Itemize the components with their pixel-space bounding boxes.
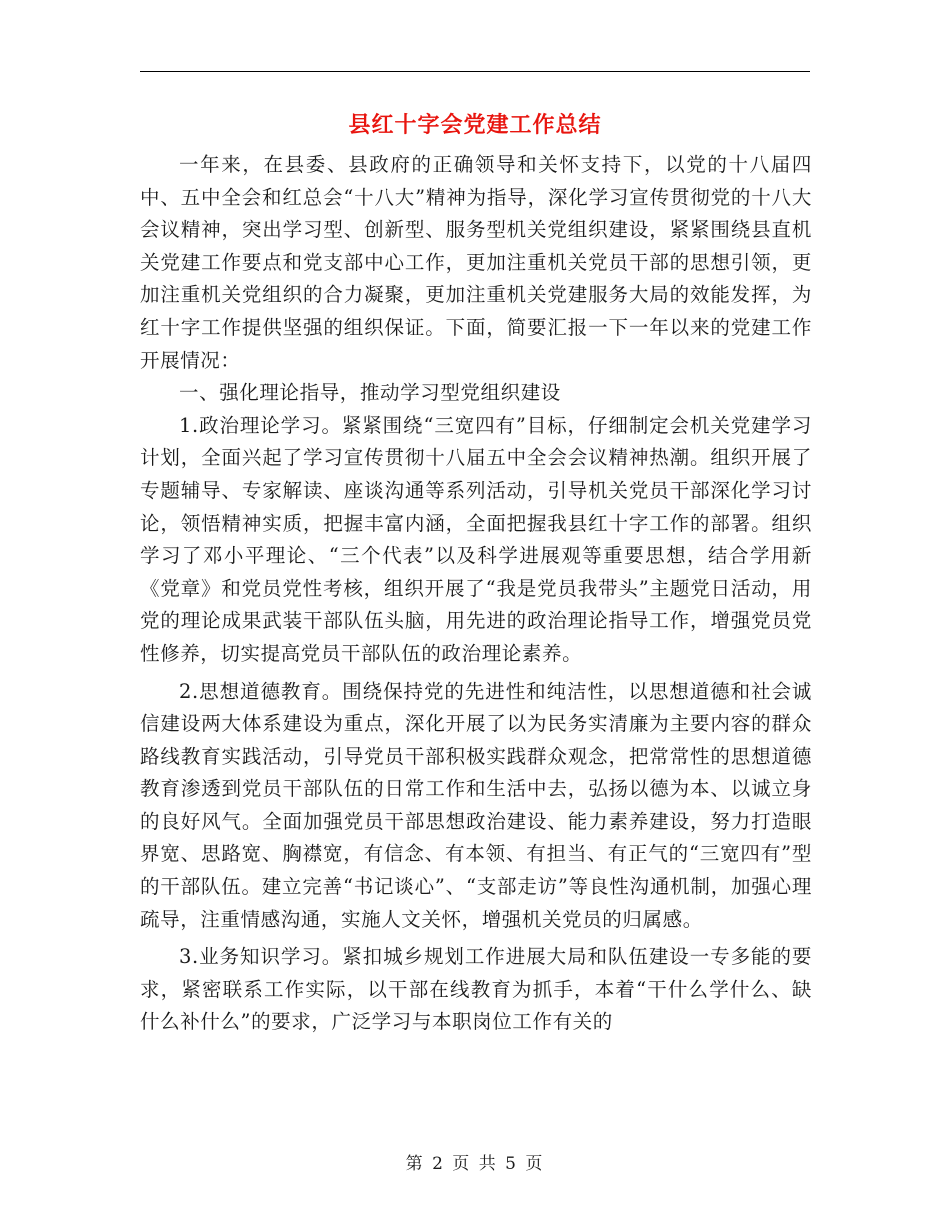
header-rule [140, 71, 810, 72]
paragraph-political-study: 1.政治理论学习。紧紧围绕“三宽四有”目标，仔细制定会机关党建学习计划，全面兴起了学习宣传贯彻十八届五中全会会议精神热潮。组织开展了专题辅导、专家解读、座谈沟通等系列活动，引导机关党员干部深化学习讨论，领悟精神实质，把握丰富内涵，全面把握我县红十字工作的部署。组织学习了邓小平理论、“三个代表”以及科学进展观等重要思想，结合学用新《党章》和党员党性考核，组织开展了“我是党员我带头”主题党日活动，用党的理论成果武装干部队伍头脑，用先进的政治理论指导工作，增强党员党性修养，切实提高党员干部队伍的政治理论素养。 [140, 413, 812, 665]
page-number-footer: 第 2 页 共 5 页 [405, 1154, 545, 1174]
intro-paragraph: 一年来，在县委、县政府的正确领导和关怀支持下，以党的十八届四中、五中全会和红总会“十八大”精神为指导，深化学习宣传贯彻党的十八大会议精神，突出学习型、创新型、服务型机关党组织建设，紧紧围绕县直机关党建工作要点和党支部中心工作，更加注重机关党员干部的思想引领，更加注重机关党组织的合力凝聚，更加注重机关党建服务大局的效能发挥，为红十字工作提供坚强的组织保证。下面，简要汇报一下一年以来的党建工作开展情况： [140, 153, 812, 372]
paragraph-business-study: 3.业务知识学习。紧扣城乡规划工作进展大局和队伍建设一专多能的要求，紧密联系工作实际，以干部在线教育为抓手，本着“干什么学什么、缺什么补什么”的要求，广泛学习与本职岗位工作有关的 [140, 945, 812, 1034]
paragraph-moral-education: 2.思想道德教育。围绕保持党的先进性和纯洁性，以思想道德和社会诚信建设两大体系建设为重点，深化开展了以为民务实清廉为主要内容的群众路线教育实践活动，引导党员干部积极实践群众观念，把常常性的思想道德教育渗透到党员干部队伍的日常工作和生活中去，弘扬以德为本、以诚立身的良好风气。全面加强党员干部思想政治建设、能力素养建设，努力打造眼界宽、思路宽、胸襟宽，有信念、有本领、有担当、有正气的“三宽四有”型的干部队伍。建立完善“书记谈心”、“支部走访”等良性沟通机制，加强心理疏导，注重情感沟通，实施人文关怀，增强机关党员的归属感。 [140, 679, 812, 931]
document-title: 县红十字会党建工作总结 [348, 112, 602, 138]
section-heading: 一、强化理论指导，推动学习型党组织建设 [179, 381, 561, 405]
document-body [140, 149, 812, 1039]
